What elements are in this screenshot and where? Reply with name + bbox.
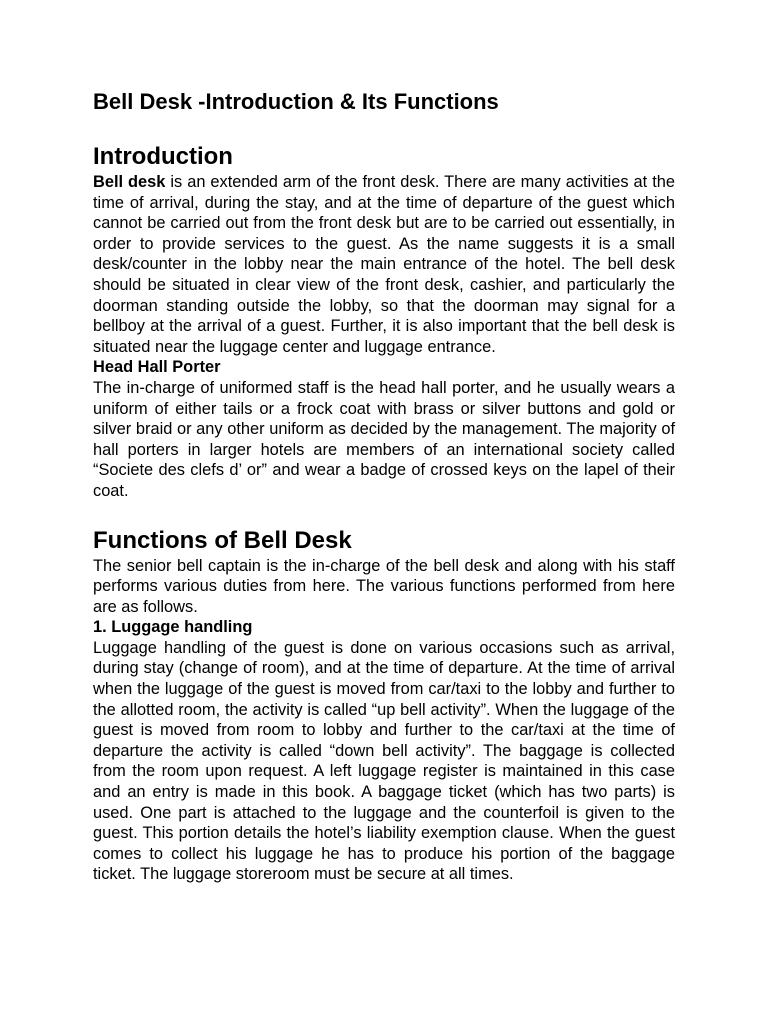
introduction-text: is an extended arm of the front desk. There are many activities at the time of arrival, during the stay, and at the time of departure of the guest which cannot be carried out from the front desk but are to be carried out essentially, in order to provide services to the guest. As the name suggests it is a small desk/counter in the lobby near the main entrance of the hotel. The bell desk should be situated in clear view of the front desk, cashier, and particularly the doorman standing outside the lobby, so that the doorman may signal for a bellboy at the arrival of a guest. Further, it is also important that the bell desk is situated near the luggage center and luggage entrance. — [93, 173, 675, 356]
document-page — [93, 88, 675, 885]
bell-desk-term: Bell desk — [93, 173, 166, 191]
head-hall-porter-paragraph: The in-charge of uniformed staff is the head hall porter, and he usually wears a uniform of either tails or a frock coat with brass or silver buttons and gold or silver braid or any other uniform as decided by the management. The majority of hall porters in larger hotels are members of an international society called “Societe des clefs d’ or” and wear a badge of crossed keys on the lapel of their coat. — [93, 378, 675, 500]
luggage-handling-heading: 1. Luggage handling — [93, 618, 253, 637]
document-title: Bell Desk -Introduction & Its Functions — [93, 89, 499, 114]
functions-paragraph: The senior bell captain is the in-charge of the bell desk and along with his staff performs various duties from here. The various functions performed from here are as follows. — [93, 556, 675, 616]
luggage-handling-paragraph: Luggage handling of the guest is done on various occasions such as arrival, during stay (change of room), and at the time of departure. At the time of arrival when the luggage of the guest is moved from car/taxi to the lobby and further to the allotted room, the activity is called “up bell activity”. When the luggage of the guest is moved from room to lobby and further to the car/taxi at the time of departure the activity is called “down bell activity”. The baggage is collected from the room upon request. A left luggage register is maintained in this case and an entry is made in this book. A baggage ticket (which has two parts) is used. One part is attached to the luggage and the counterfoil is given to the guest. This portion details the hotel’s liability exemption clause. When the guest comes to collect his luggage he has to produce his portion of the baggage ticket. The luggage storeroom must be secure at all times. — [93, 638, 675, 884]
introduction-heading: Introduction — [93, 143, 233, 170]
head-hall-porter-heading: Head Hall Porter — [93, 358, 221, 377]
introduction-paragraph — [93, 172, 675, 357]
functions-heading: Functions of Bell Desk — [93, 526, 352, 554]
